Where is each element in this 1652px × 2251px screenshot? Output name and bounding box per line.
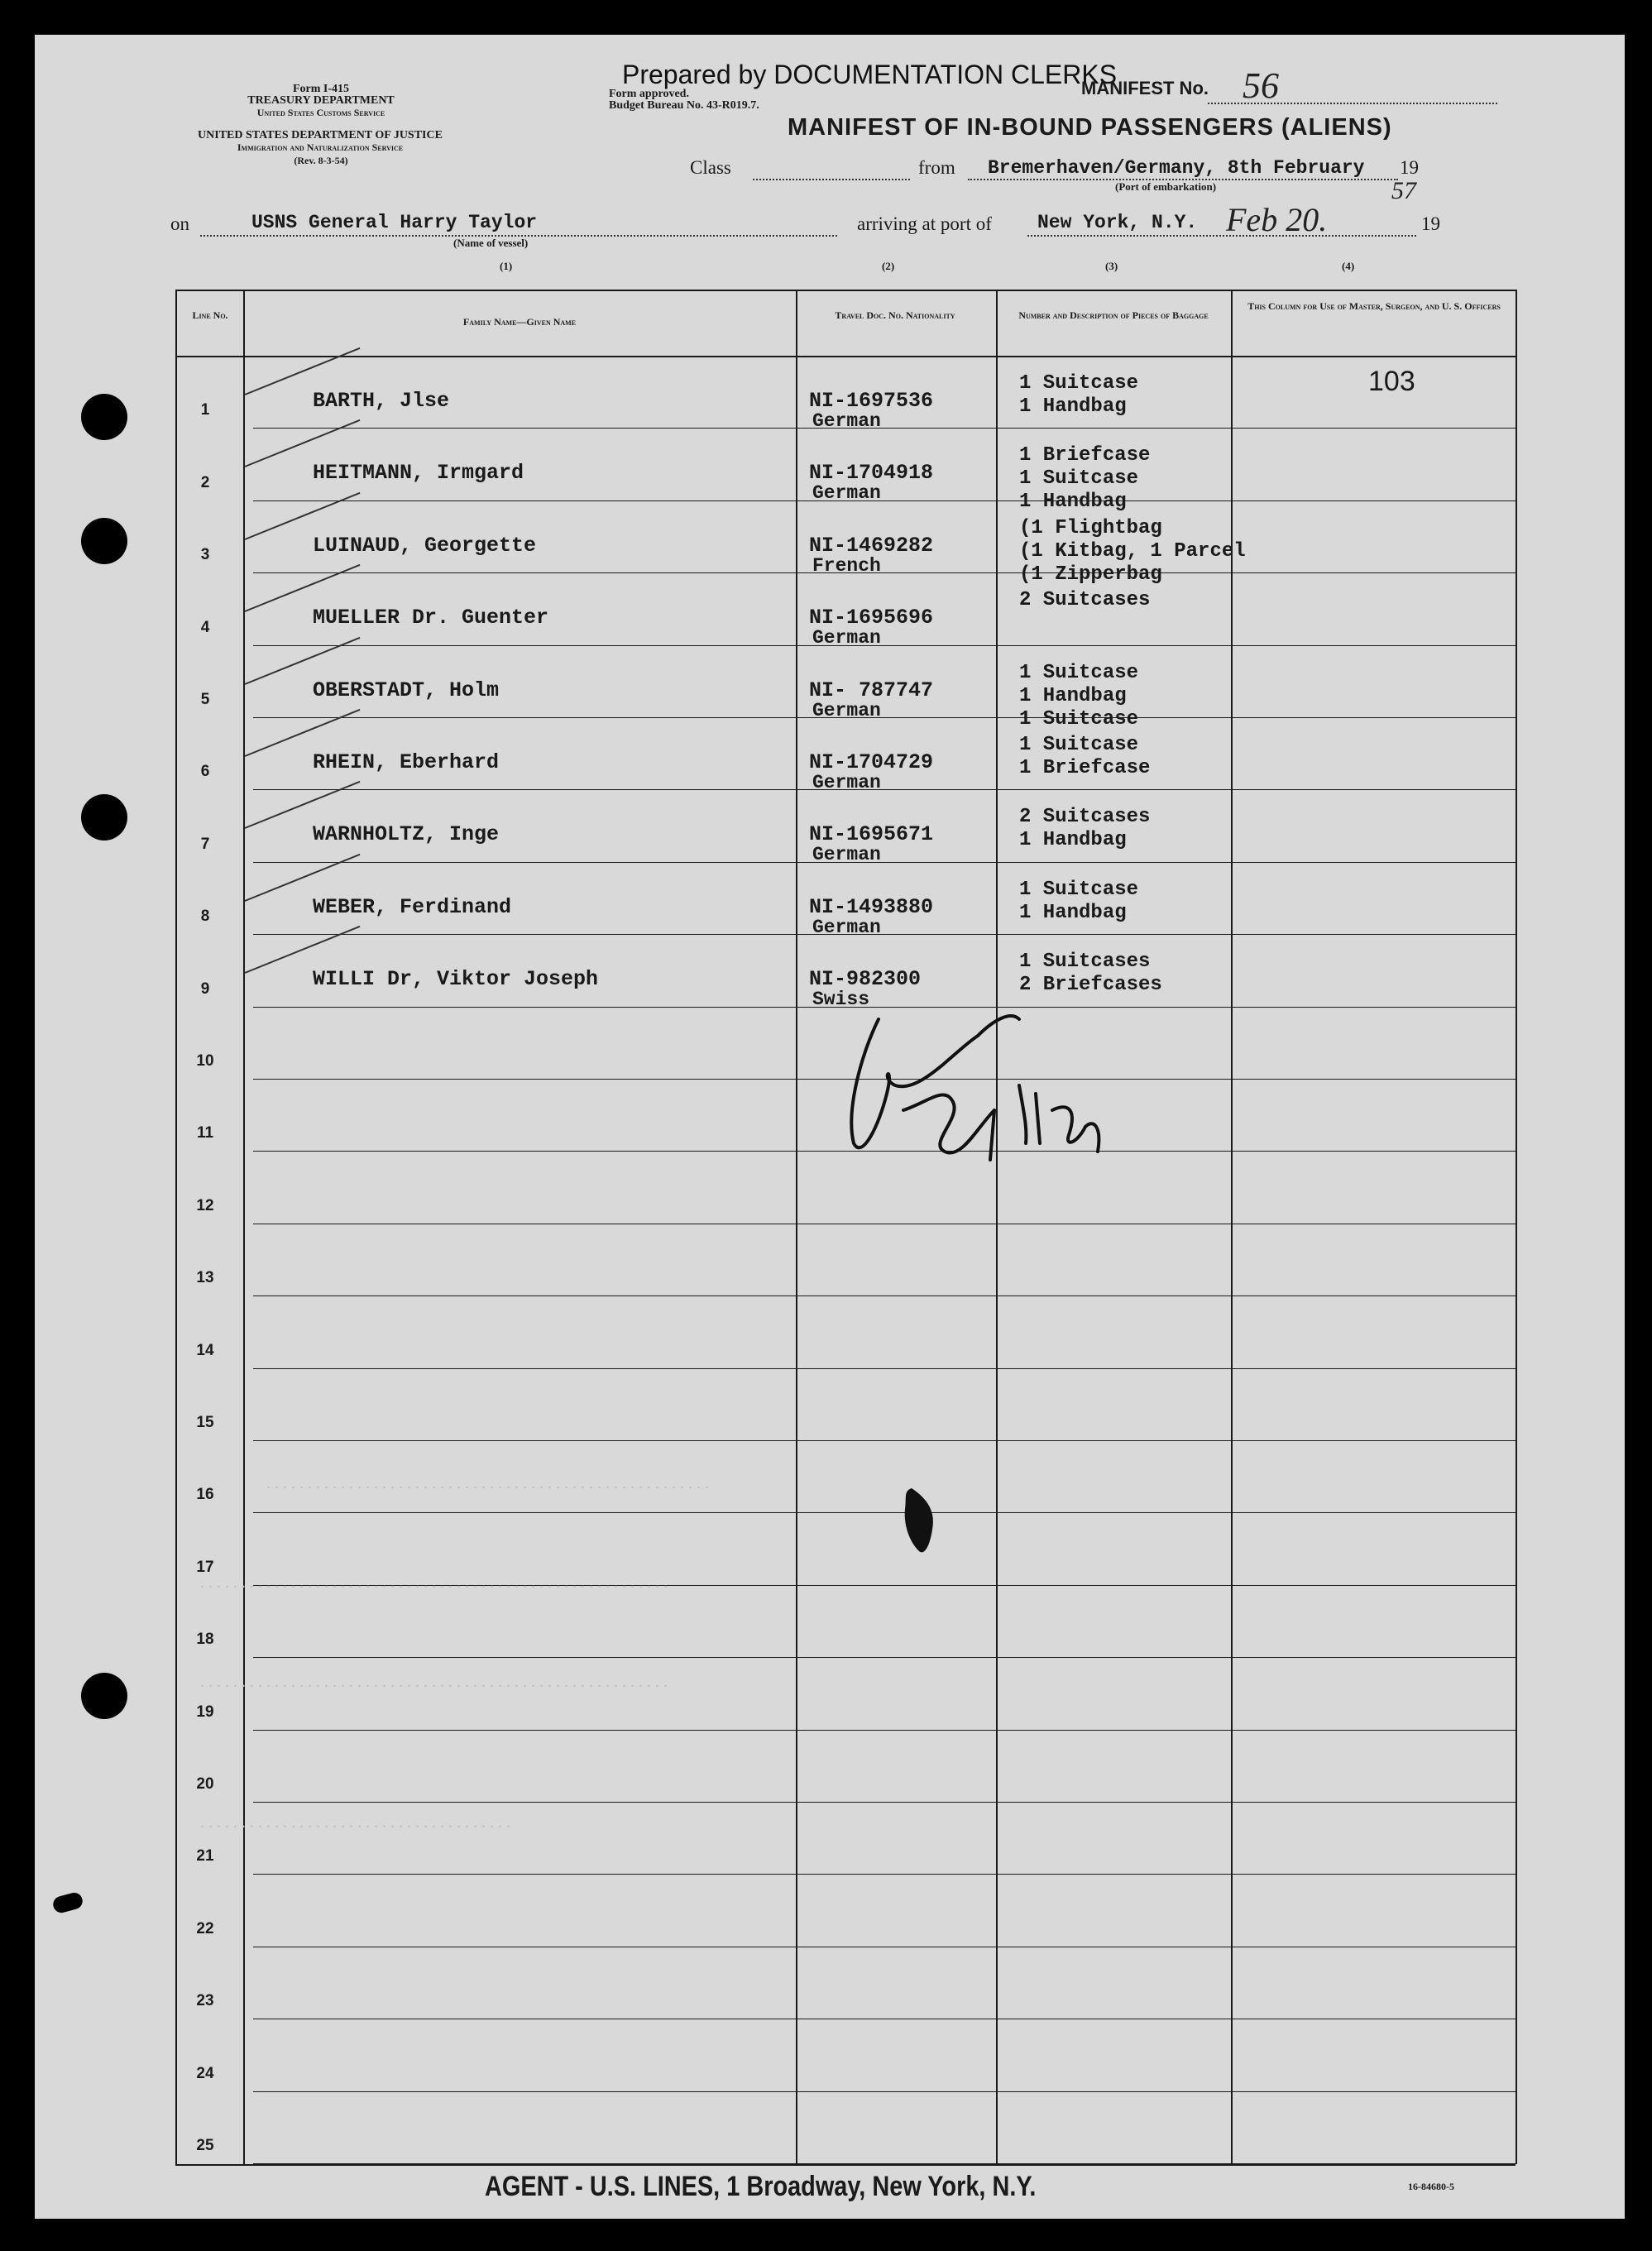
col-divider-name	[796, 290, 797, 2164]
nationality: Swiss	[812, 989, 870, 1011]
baggage-item: 1 Briefcase	[1019, 757, 1151, 779]
row-divider	[253, 862, 1516, 863]
row-divider	[253, 1368, 1516, 1369]
passenger-name: OBERSTADT, Holm	[313, 678, 500, 702]
nationality: French	[812, 554, 881, 577]
col-header-baggage: Number and Description of Pieces of Baggage	[1018, 309, 1209, 321]
row-divider	[253, 2163, 1516, 2164]
baggage-item: 1 Suitcase	[1019, 734, 1139, 756]
ins-label: Immigration and Naturalization Service	[237, 141, 404, 153]
col-header-name: Family Name—Given Name	[462, 316, 577, 328]
row-divider	[253, 1440, 1516, 1441]
line-number: 3	[200, 546, 210, 564]
from-label: from	[918, 157, 955, 178]
row-divider	[253, 1874, 1516, 1875]
row-divider	[253, 2091, 1516, 2092]
bleed-through-text: . . . . . . . . . . . . . . . . . . . . . . . . . . . . . . . . . . . . . . . . . . . . . . . . . . . . . . . . .	[200, 1673, 668, 1691]
travel-doc-number: NI-982300	[809, 967, 922, 992]
travel-doc-number: NI-1493880	[809, 894, 934, 919]
line-number: 6	[200, 763, 210, 781]
baggage-item: 1 Handbag	[1019, 901, 1127, 924]
col-header-travel-doc: Travel Doc. No. Nationality	[835, 309, 955, 321]
budget-label: Budget Bureau No. 43-R019.7.	[609, 99, 759, 112]
class-line	[753, 179, 910, 180]
customs-label: United States Customs Service	[256, 107, 385, 118]
nationality: German	[812, 482, 881, 505]
row-divider	[253, 1730, 1516, 1731]
passenger-name: HEITMANN, Irmgard	[313, 461, 524, 486]
baggage-item: (1 Flightbag	[1019, 516, 1162, 539]
baggage-item: 2 Suitcases	[1019, 589, 1151, 612]
col-divider-doc	[996, 290, 998, 2164]
travel-doc-number: NI- 787747	[809, 678, 934, 702]
baggage-item: 1 Suitcase	[1019, 467, 1139, 491]
col-divider-line	[243, 290, 245, 2164]
line-number: 14	[196, 1341, 214, 1359]
line-number: 16	[196, 1486, 214, 1504]
line-number: 5	[200, 691, 210, 708]
row-divider	[253, 428, 1516, 429]
nationality: German	[812, 699, 881, 721]
travel-doc-number: NI-1704918	[809, 461, 934, 486]
rev-label: (Rev. 8-3-54)	[294, 155, 348, 166]
table-bottom-border	[175, 2164, 1516, 2166]
manifest-no-value: 56	[1243, 65, 1279, 106]
justice-label: UNITED STATES DEPARTMENT OF JUSTICE	[198, 129, 443, 141]
line-number: 9	[200, 979, 210, 998]
baggage-item: 1 Suitcases	[1019, 951, 1151, 974]
baggage-item: (1 Zipperbag	[1019, 563, 1162, 586]
row-divider	[253, 500, 1516, 501]
table-right-border	[1516, 290, 1517, 2164]
row-divider	[253, 1802, 1516, 1803]
baggage-item: 1 Handbag	[1019, 395, 1127, 418]
row-divider	[253, 934, 1516, 935]
col-number-2: (2)	[882, 260, 895, 272]
row-divider	[253, 1657, 1516, 1658]
baggage-item: 1 Handbag	[1019, 829, 1127, 852]
col-header-line-no: Line No.	[192, 309, 228, 321]
col-header-officers: This Column for Use of Master, Surgeon, and U. S. Officers	[1247, 300, 1501, 312]
row-divider	[253, 572, 1516, 573]
line-number: 1	[200, 401, 210, 419]
form-approved-label: Form approved.	[609, 88, 689, 100]
line-number: 13	[196, 1269, 214, 1287]
col-number-1: (1)	[500, 260, 513, 272]
prepared-by-stamp: Prepared by DOCUMENTATION CLERKS	[622, 60, 1118, 89]
passenger-name: RHEIN, Eberhard	[313, 750, 500, 774]
handwritten-signature	[829, 986, 1127, 1176]
baggage-item: 2 Suitcases	[1019, 806, 1151, 829]
travel-doc-number: NI-1695696	[809, 606, 934, 630]
nationality: German	[812, 916, 881, 938]
punch-hole	[81, 518, 127, 564]
col-number-3: (3)	[1105, 260, 1118, 272]
row-divider	[253, 717, 1516, 718]
bleed-through-text: . . . . . . . . . . . . . . . . . . . . . . . . . . . . . . . . . . . . . . . . . . . . . . . . . . . . . . . . .	[200, 1573, 668, 1592]
line-number: 11	[196, 1124, 214, 1142]
ink-smudge	[895, 1484, 945, 1559]
travel-doc-number: NI-1697536	[809, 389, 934, 413]
line-number: 20	[196, 1775, 214, 1793]
line-number: 17	[196, 1558, 214, 1576]
table-left-border	[175, 290, 177, 2164]
baggage-item: 1 Briefcase	[1019, 444, 1151, 467]
nationality: German	[812, 772, 881, 793]
table-top-border	[175, 290, 1516, 291]
on-label: on	[170, 213, 189, 234]
nationality: German	[812, 627, 881, 649]
line-number: 22	[196, 1919, 214, 1937]
line-number: 21	[196, 1847, 214, 1865]
ink-mark	[51, 1891, 84, 1915]
vessel-value: USNS General Harry Taylor	[251, 212, 538, 233]
form-id: Form I-415	[292, 83, 350, 95]
table-header-border	[175, 356, 1516, 357]
travel-doc-number: NI-1469282	[809, 533, 934, 558]
baggage-item: 1 Suitcase	[1019, 878, 1139, 901]
row-divider	[253, 1512, 1516, 1513]
baggage-item: (1 Kitbag, 1 Parcel	[1019, 539, 1246, 563]
treasury-label: TREASURY DEPARTMENT	[247, 94, 395, 107]
year-prefix-1: 19	[1400, 157, 1419, 178]
passenger-name: WILLI Dr, Viktor Joseph	[313, 967, 599, 992]
nationality: German	[812, 410, 881, 432]
passenger-name: WARNHOLTZ, Inge	[313, 822, 500, 847]
line-number: 12	[196, 1196, 214, 1214]
bleed-through-text: . . . . . . . . . . . . . . . . . . . . . . . . . . . . . . . . . . . . . .	[200, 1813, 510, 1832]
baggage-item: 1 Handbag	[1019, 684, 1127, 707]
line-number: 8	[200, 908, 210, 926]
punch-hole	[81, 394, 127, 440]
line-number: 7	[200, 835, 210, 853]
manifest-no-line	[1208, 103, 1497, 104]
arrival-port-value: New York, N.Y.	[1037, 212, 1198, 233]
col-divider-bag	[1231, 290, 1233, 2164]
baggage-item: 1 Suitcase	[1019, 707, 1139, 730]
line-number: 23	[196, 1992, 214, 2010]
page-title: MANIFEST OF IN-BOUND PASSENGERS (ALIENS)	[788, 114, 1392, 141]
form-code: 16-84680-5	[1408, 2181, 1454, 2192]
passenger-name: LUINAUD, Georgette	[313, 533, 537, 558]
baggage-item: 1 Suitcase	[1019, 661, 1139, 684]
arriving-label: arriving at port of	[857, 213, 992, 234]
row-divider	[253, 645, 1516, 646]
line-number: 25	[196, 2137, 214, 2154]
officer-column-note: 103	[1368, 366, 1415, 397]
arrival-date-handwritten: Feb 20.	[1226, 201, 1328, 238]
line-number: 4	[200, 618, 210, 636]
row-divider	[253, 789, 1516, 790]
travel-doc-number: NI-1695671	[809, 822, 934, 847]
punch-hole	[81, 1673, 127, 1719]
from-value: Bremerhaven/Germany, 8th February	[988, 157, 1365, 179]
agent-footer: AGENT - U.S. LINES, 1 Broadway, New York, N.Y.	[485, 2171, 1037, 2202]
baggage-item: 1 Handbag	[1019, 491, 1127, 514]
vessel-caption: (Name of vessel)	[453, 237, 529, 249]
line-number: 15	[196, 1414, 214, 1431]
baggage-item: 2 Briefcases	[1019, 974, 1162, 997]
class-label: Class	[690, 157, 731, 178]
line-number: 24	[196, 2064, 214, 2082]
manifest-page	[35, 35, 1625, 2219]
punch-hole	[81, 794, 127, 841]
travel-doc-number: NI-1704729	[809, 750, 934, 774]
year-prefix-2: 19	[1421, 213, 1440, 234]
baggage-item: 1 Suitcase	[1019, 372, 1139, 395]
passenger-name: BARTH, Jlse	[313, 389, 450, 413]
arrival-line	[1027, 235, 1416, 237]
port-caption: (Port of embarkation)	[1115, 180, 1217, 193]
line-number: 2	[200, 473, 210, 491]
manifest-no-label: MANIFEST No.	[1081, 78, 1209, 98]
col-number-4: (4)	[1342, 260, 1355, 272]
line-number: 18	[196, 1631, 214, 1649]
line-number: 19	[196, 1703, 214, 1721]
line-number: 10	[196, 1052, 214, 1070]
year-handwritten: 57	[1391, 177, 1416, 204]
bleed-through-text: . . . . . . . . . . . . . . . . . . . . . . . . . . . . . . . . . . . . . . . . . . . . . . . . . . . . . .	[266, 1474, 709, 1492]
nationality: German	[812, 844, 881, 866]
passenger-name: MUELLER Dr. Guenter	[313, 606, 549, 630]
passenger-name: WEBER, Ferdinand	[313, 894, 512, 919]
